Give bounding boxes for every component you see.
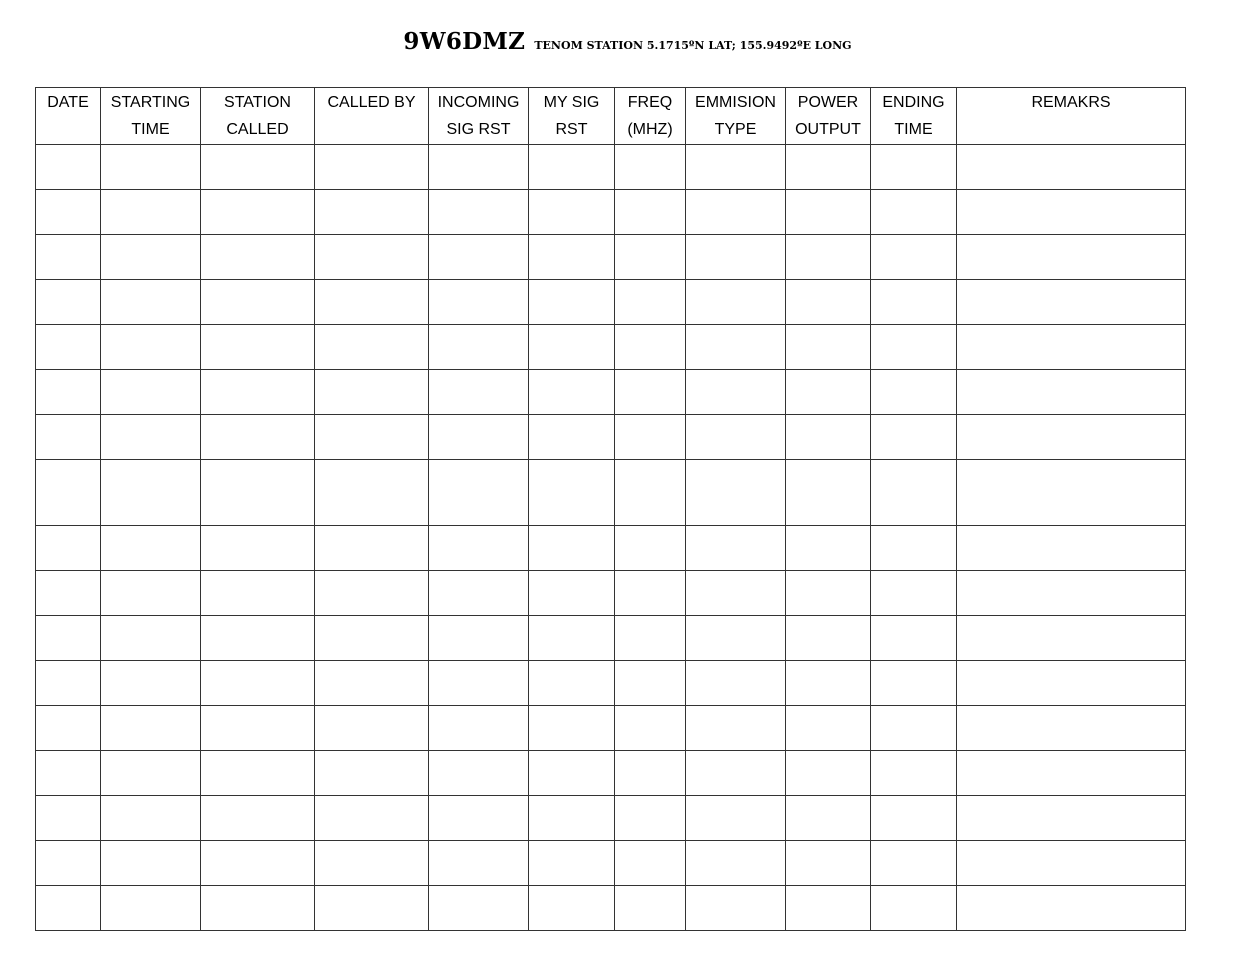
table-cell[interactable] [615, 796, 686, 841]
table-cell[interactable] [315, 460, 429, 526]
table-cell[interactable] [36, 370, 101, 415]
table-cell[interactable] [615, 841, 686, 886]
table-row [36, 460, 1186, 526]
table-cell[interactable] [686, 616, 786, 661]
table-cell[interactable] [786, 616, 871, 661]
table-cell[interactable] [429, 751, 529, 796]
table-row [36, 235, 1186, 280]
table-cell[interactable] [686, 571, 786, 616]
table-cell[interactable] [957, 616, 1186, 661]
table-cell[interactable] [201, 661, 315, 706]
column-header-ending-time: ENDING TIME [871, 88, 957, 145]
column-header-called-by: CALLED BY [315, 88, 429, 145]
table-cell[interactable] [615, 571, 686, 616]
table-cell[interactable] [315, 415, 429, 460]
table-cell[interactable] [201, 280, 315, 325]
table-cell[interactable] [615, 751, 686, 796]
table-row [36, 841, 1186, 886]
table-cell[interactable] [957, 190, 1186, 235]
table-cell[interactable] [529, 145, 615, 190]
table-cell[interactable] [686, 751, 786, 796]
table-cell[interactable] [201, 841, 315, 886]
table-cell[interactable] [529, 571, 615, 616]
table-cell[interactable] [786, 235, 871, 280]
table-cell[interactable] [686, 145, 786, 190]
table-cell[interactable] [786, 661, 871, 706]
table-cell[interactable] [615, 190, 686, 235]
table-cell[interactable] [315, 280, 429, 325]
table-cell[interactable] [615, 145, 686, 190]
table-cell[interactable] [429, 370, 529, 415]
table-cell[interactable] [686, 661, 786, 706]
table-cell[interactable] [957, 145, 1186, 190]
table-row [36, 796, 1186, 841]
table-cell[interactable] [615, 616, 686, 661]
table-cell[interactable] [871, 841, 957, 886]
table-row [36, 280, 1186, 325]
table-cell[interactable] [686, 526, 786, 571]
column-header-starting-time: STARTING TIME [101, 88, 201, 145]
table-cell[interactable] [957, 415, 1186, 460]
table-cell[interactable] [429, 841, 529, 886]
table-cell[interactable] [101, 370, 201, 415]
table-cell[interactable] [957, 235, 1186, 280]
table-cell[interactable] [429, 661, 529, 706]
table-cell[interactable] [201, 145, 315, 190]
table-cell[interactable] [686, 706, 786, 751]
table-cell[interactable] [429, 526, 529, 571]
table-cell[interactable] [201, 415, 315, 460]
table-cell[interactable] [101, 280, 201, 325]
table-cell[interactable] [201, 571, 315, 616]
table-row [36, 706, 1186, 751]
table-cell[interactable] [36, 571, 101, 616]
table-cell[interactable] [529, 460, 615, 526]
table-cell[interactable] [315, 616, 429, 661]
station-info: TENOM STATION 5.1715ºN LAT; 155.9492ºE LONG [534, 39, 852, 52]
column-header-incoming-sig-rst: INCOMING SIG RST [429, 88, 529, 145]
table-cell[interactable] [615, 526, 686, 571]
table-cell[interactable] [315, 886, 429, 931]
table-cell[interactable] [529, 616, 615, 661]
table-cell[interactable] [957, 325, 1186, 370]
table-cell[interactable] [957, 751, 1186, 796]
table-cell[interactable] [315, 190, 429, 235]
table-cell[interactable] [201, 325, 315, 370]
table-cell[interactable] [429, 460, 529, 526]
table-cell[interactable] [101, 190, 201, 235]
table-cell[interactable] [786, 571, 871, 616]
table-row [36, 325, 1186, 370]
table-cell[interactable] [686, 886, 786, 931]
table-cell[interactable] [871, 460, 957, 526]
table-row [36, 751, 1186, 796]
table-cell[interactable] [615, 706, 686, 751]
table-cell[interactable] [786, 460, 871, 526]
table-cell[interactable] [201, 706, 315, 751]
table-cell[interactable] [101, 325, 201, 370]
table-cell[interactable] [429, 571, 529, 616]
table-cell[interactable] [686, 841, 786, 886]
table-cell[interactable] [315, 796, 429, 841]
table-cell[interactable] [529, 526, 615, 571]
table-cell[interactable] [201, 190, 315, 235]
table-cell[interactable] [529, 235, 615, 280]
table-cell[interactable] [315, 325, 429, 370]
table-cell[interactable] [429, 796, 529, 841]
table-cell[interactable] [786, 190, 871, 235]
table-cell[interactable] [315, 145, 429, 190]
table-cell[interactable] [315, 370, 429, 415]
table-cell[interactable] [315, 751, 429, 796]
table-cell[interactable] [101, 796, 201, 841]
table-cell[interactable] [36, 235, 101, 280]
table-cell[interactable] [786, 325, 871, 370]
table-cell[interactable] [786, 706, 871, 751]
table-cell[interactable] [315, 526, 429, 571]
table-cell[interactable] [957, 886, 1186, 931]
table-cell[interactable] [101, 706, 201, 751]
table-cell[interactable] [529, 280, 615, 325]
table-cell[interactable] [957, 526, 1186, 571]
table-cell[interactable] [201, 616, 315, 661]
header-row [36, 88, 1186, 145]
page-title [0, 28, 1255, 55]
table-cell[interactable] [871, 751, 957, 796]
table-cell[interactable] [529, 706, 615, 751]
table-cell[interactable] [786, 526, 871, 571]
table-cell[interactable] [429, 886, 529, 931]
table-row [36, 370, 1186, 415]
table-cell[interactable] [871, 616, 957, 661]
table-cell[interactable] [201, 886, 315, 931]
callsign: 9W6DMZ [403, 28, 526, 55]
table-cell[interactable] [871, 280, 957, 325]
table-cell[interactable] [615, 460, 686, 526]
table-cell[interactable] [615, 661, 686, 706]
table-cell[interactable] [529, 415, 615, 460]
table-cell[interactable] [429, 706, 529, 751]
table-cell[interactable] [615, 280, 686, 325]
table-cell[interactable] [429, 280, 529, 325]
table-cell[interactable] [36, 616, 101, 661]
table-row [36, 415, 1186, 460]
table-cell[interactable] [957, 706, 1186, 751]
table-row [36, 190, 1186, 235]
table-cell[interactable] [429, 415, 529, 460]
table-cell[interactable] [786, 415, 871, 460]
log-body [36, 145, 1186, 931]
table-cell[interactable] [615, 415, 686, 460]
table-cell[interactable] [957, 796, 1186, 841]
table-cell[interactable] [529, 661, 615, 706]
table-cell[interactable] [786, 796, 871, 841]
table-cell[interactable] [529, 190, 615, 235]
table-cell[interactable] [315, 661, 429, 706]
table-cell[interactable] [786, 751, 871, 796]
table-cell[interactable] [101, 841, 201, 886]
table-cell[interactable] [957, 571, 1186, 616]
table-cell[interactable] [101, 460, 201, 526]
table-cell[interactable] [429, 190, 529, 235]
table-cell[interactable] [101, 751, 201, 796]
table-cell[interactable] [871, 571, 957, 616]
table-cell[interactable] [871, 796, 957, 841]
table-cell[interactable] [686, 325, 786, 370]
table-cell[interactable] [201, 751, 315, 796]
column-header-freq: FREQ (MHZ) [615, 88, 686, 145]
table-cell[interactable] [957, 370, 1186, 415]
table-cell[interactable] [101, 235, 201, 280]
table-cell[interactable] [201, 460, 315, 526]
table-row [36, 661, 1186, 706]
table-cell[interactable] [201, 796, 315, 841]
table-cell[interactable] [871, 526, 957, 571]
table-cell[interactable] [786, 280, 871, 325]
table-cell[interactable] [315, 571, 429, 616]
table-cell[interactable] [36, 796, 101, 841]
table-cell[interactable] [786, 145, 871, 190]
table-cell[interactable] [615, 886, 686, 931]
table-cell[interactable] [201, 526, 315, 571]
table-cell[interactable] [101, 526, 201, 571]
table-cell[interactable] [529, 370, 615, 415]
table-cell[interactable] [871, 235, 957, 280]
column-header-power-output: POWER OUTPUT [786, 88, 871, 145]
table-cell[interactable] [529, 841, 615, 886]
table-cell[interactable] [529, 325, 615, 370]
table-row [36, 526, 1186, 571]
table-cell[interactable] [201, 370, 315, 415]
table-cell[interactable] [36, 460, 101, 526]
table-cell[interactable] [615, 235, 686, 280]
table-cell[interactable] [101, 145, 201, 190]
column-header-remarks: REMAKRS [957, 88, 1186, 145]
table-cell[interactable] [101, 415, 201, 460]
table-cell[interactable] [529, 886, 615, 931]
log-table [35, 87, 1186, 931]
table-cell[interactable] [429, 145, 529, 190]
table-cell[interactable] [315, 235, 429, 280]
table-cell[interactable] [315, 706, 429, 751]
table-cell[interactable] [36, 415, 101, 460]
table-cell[interactable] [101, 886, 201, 931]
table-cell[interactable] [101, 571, 201, 616]
column-header-station-called: STATION CALLED [201, 88, 315, 145]
table-cell[interactable] [786, 886, 871, 931]
table-cell[interactable] [871, 415, 957, 460]
table-cell[interactable] [871, 886, 957, 931]
table-cell[interactable] [36, 190, 101, 235]
table-cell[interactable] [36, 526, 101, 571]
table-cell[interactable] [686, 280, 786, 325]
table-cell[interactable] [201, 235, 315, 280]
table-cell[interactable] [871, 325, 957, 370]
table-cell[interactable] [529, 751, 615, 796]
table-cell[interactable] [529, 796, 615, 841]
table-cell[interactable] [36, 325, 101, 370]
table-cell[interactable] [786, 370, 871, 415]
table-cell[interactable] [957, 661, 1186, 706]
table-cell[interactable] [615, 370, 686, 415]
table-cell[interactable] [36, 145, 101, 190]
table-cell[interactable] [101, 616, 201, 661]
table-cell[interactable] [686, 796, 786, 841]
table-cell[interactable] [686, 190, 786, 235]
table-row [36, 616, 1186, 661]
table-cell[interactable] [957, 841, 1186, 886]
table-cell[interactable] [36, 841, 101, 886]
table-cell[interactable] [957, 460, 1186, 526]
table-cell[interactable] [36, 706, 101, 751]
table-cell[interactable] [101, 661, 201, 706]
table-cell[interactable] [36, 886, 101, 931]
column-header-my-sig-rst: MY SIG RST [529, 88, 615, 145]
table-cell[interactable] [36, 661, 101, 706]
table-cell[interactable] [871, 190, 957, 235]
table-cell[interactable] [871, 145, 957, 190]
table-row [36, 886, 1186, 931]
table-cell[interactable] [429, 616, 529, 661]
column-header-emission-type: EMMISION TYPE [686, 88, 786, 145]
table-cell[interactable] [686, 415, 786, 460]
table-cell[interactable] [36, 751, 101, 796]
table-cell[interactable] [429, 235, 529, 280]
column-header-date: DATE [36, 88, 101, 145]
table-cell[interactable] [686, 235, 786, 280]
table-cell[interactable] [957, 280, 1186, 325]
table-cell[interactable] [871, 706, 957, 751]
table-cell[interactable] [786, 841, 871, 886]
table-cell[interactable] [686, 460, 786, 526]
table-cell[interactable] [429, 325, 529, 370]
table-cell[interactable] [871, 661, 957, 706]
table-cell[interactable] [36, 280, 101, 325]
table-cell[interactable] [871, 370, 957, 415]
table-cell[interactable] [686, 370, 786, 415]
table-cell[interactable] [615, 325, 686, 370]
table-cell[interactable] [315, 841, 429, 886]
table-row [36, 145, 1186, 190]
table-row [36, 571, 1186, 616]
